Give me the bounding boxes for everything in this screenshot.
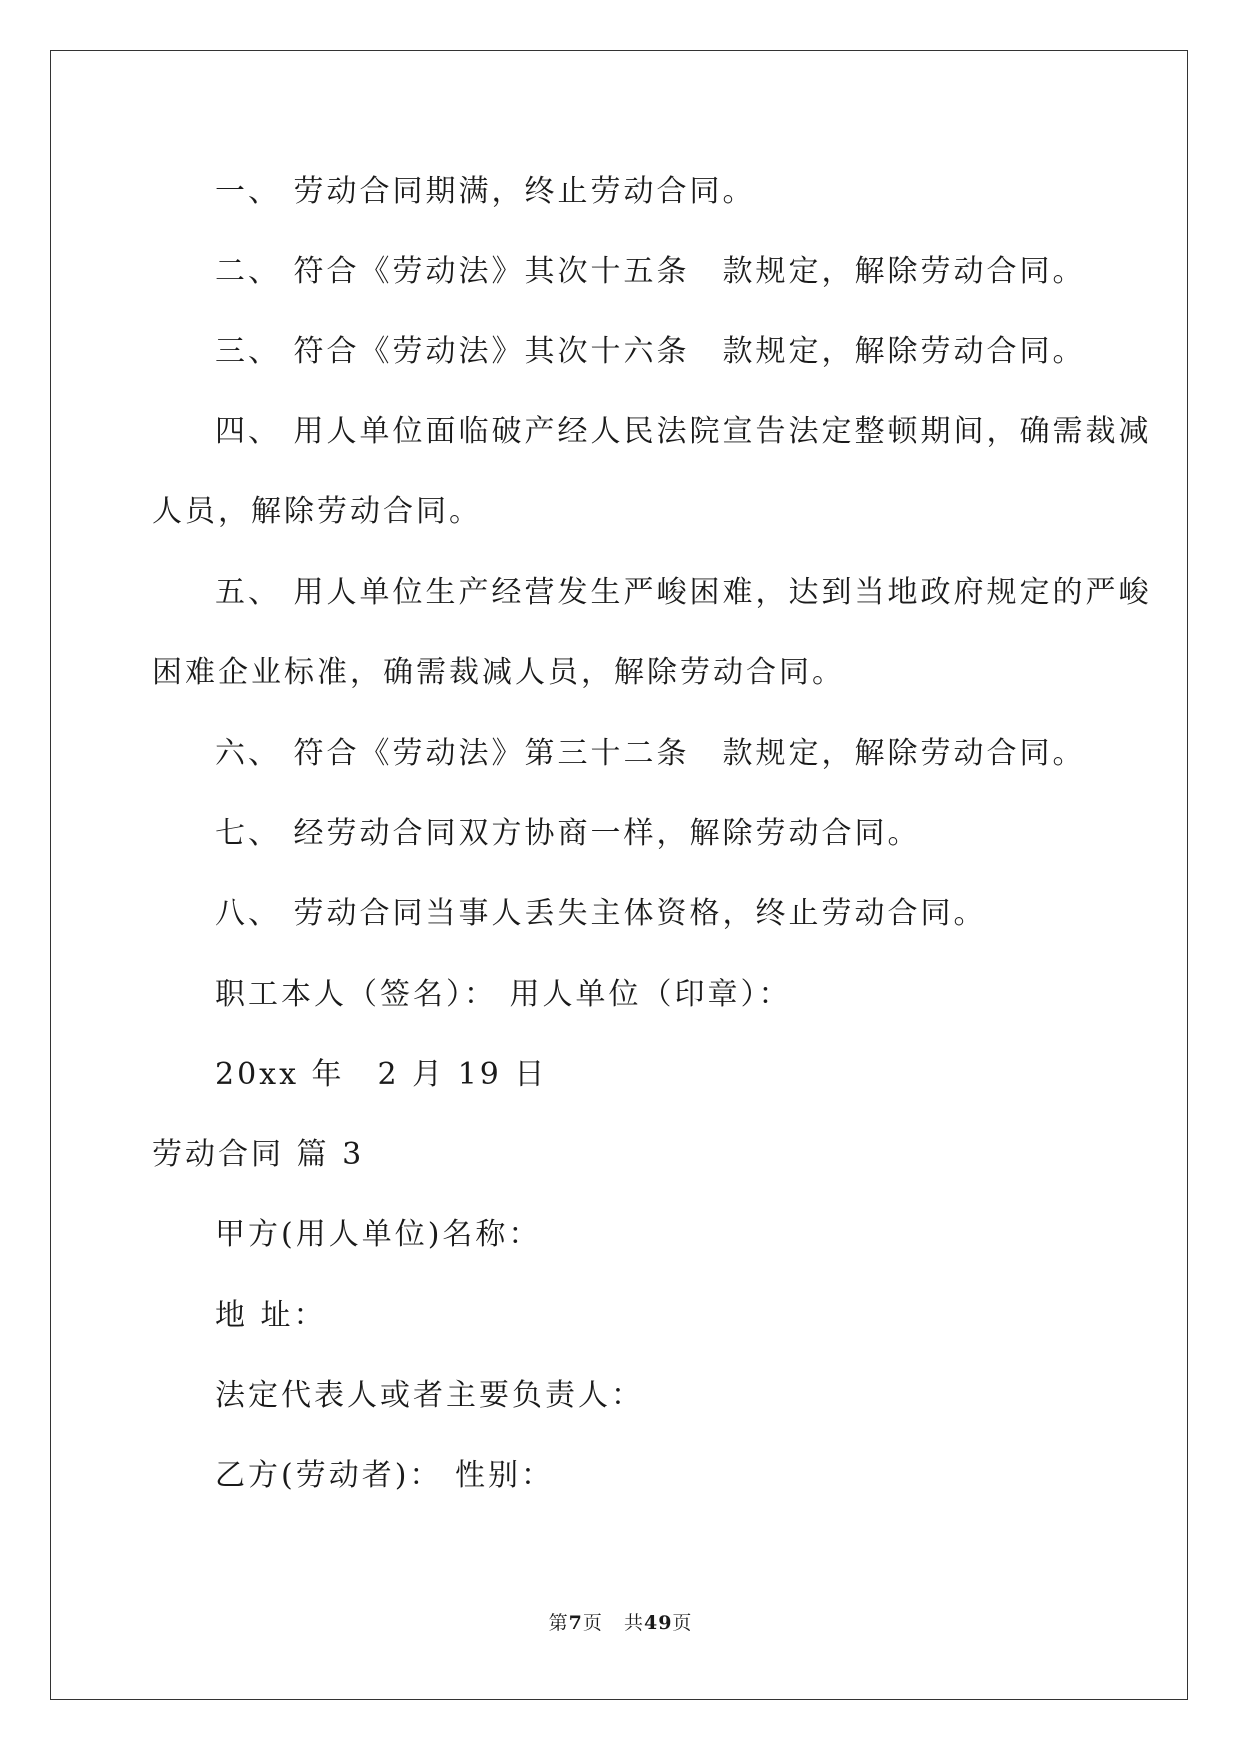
page-border	[50, 50, 1188, 1700]
clause-1: 一、 劳动合同期满，终止劳动合同。	[215, 174, 756, 209]
clause-4-line-2: 人员，解除劳动合同。	[152, 494, 482, 529]
party-b-gender: 乙方(劳动者)： 性别：	[215, 1458, 554, 1493]
clause-8: 八、 劳动合同当事人丢失主体资格，终止劳动合同。	[215, 896, 987, 931]
clause-7: 七、 经劳动合同双方协商一样，解除劳动合同。	[215, 816, 921, 851]
clause-5-line-2: 困难企业标准，确需裁减人员，解除劳动合同。	[152, 655, 845, 690]
total-pages: 49	[643, 1612, 673, 1634]
page-footer	[0, 1610, 1241, 1636]
page-suffix: 页	[582, 1612, 603, 1634]
clause-4-line-1: 四、 用人单位面临破产经人民法院宣告法定整顿期间，确需裁减	[215, 414, 1152, 449]
clause-3: 三、 符合《劳动法》其次十六条 款规定，解除劳动合同。	[215, 334, 1086, 369]
clause-5-line-1: 五、 用人单位生产经营发生严峻困难，达到当地政府规定的严峻	[215, 575, 1152, 610]
total-prefix: 共	[623, 1612, 644, 1634]
clause-2: 二、 符合《劳动法》其次十五条 款规定，解除劳动合同。	[215, 254, 1086, 289]
party-a-name: 甲方(用人单位)名称：	[215, 1217, 542, 1252]
section-heading: 劳动合同 篇 3	[152, 1137, 365, 1172]
party-a-address: 地 址：	[215, 1298, 327, 1333]
page-prefix: 第	[548, 1612, 569, 1634]
legal-representative: 法定代表人或者主要负责人：	[215, 1378, 644, 1413]
signature-line: 职工本人（签名）： 用人单位（印章）：	[215, 977, 792, 1012]
page-number: 7	[568, 1612, 583, 1634]
date-line: 20xx 年 2 月 19 日	[215, 1057, 548, 1092]
total-suffix: 页	[672, 1612, 693, 1634]
clause-6: 六、 符合《劳动法》第三十二条 款规定，解除劳动合同。	[215, 736, 1086, 771]
